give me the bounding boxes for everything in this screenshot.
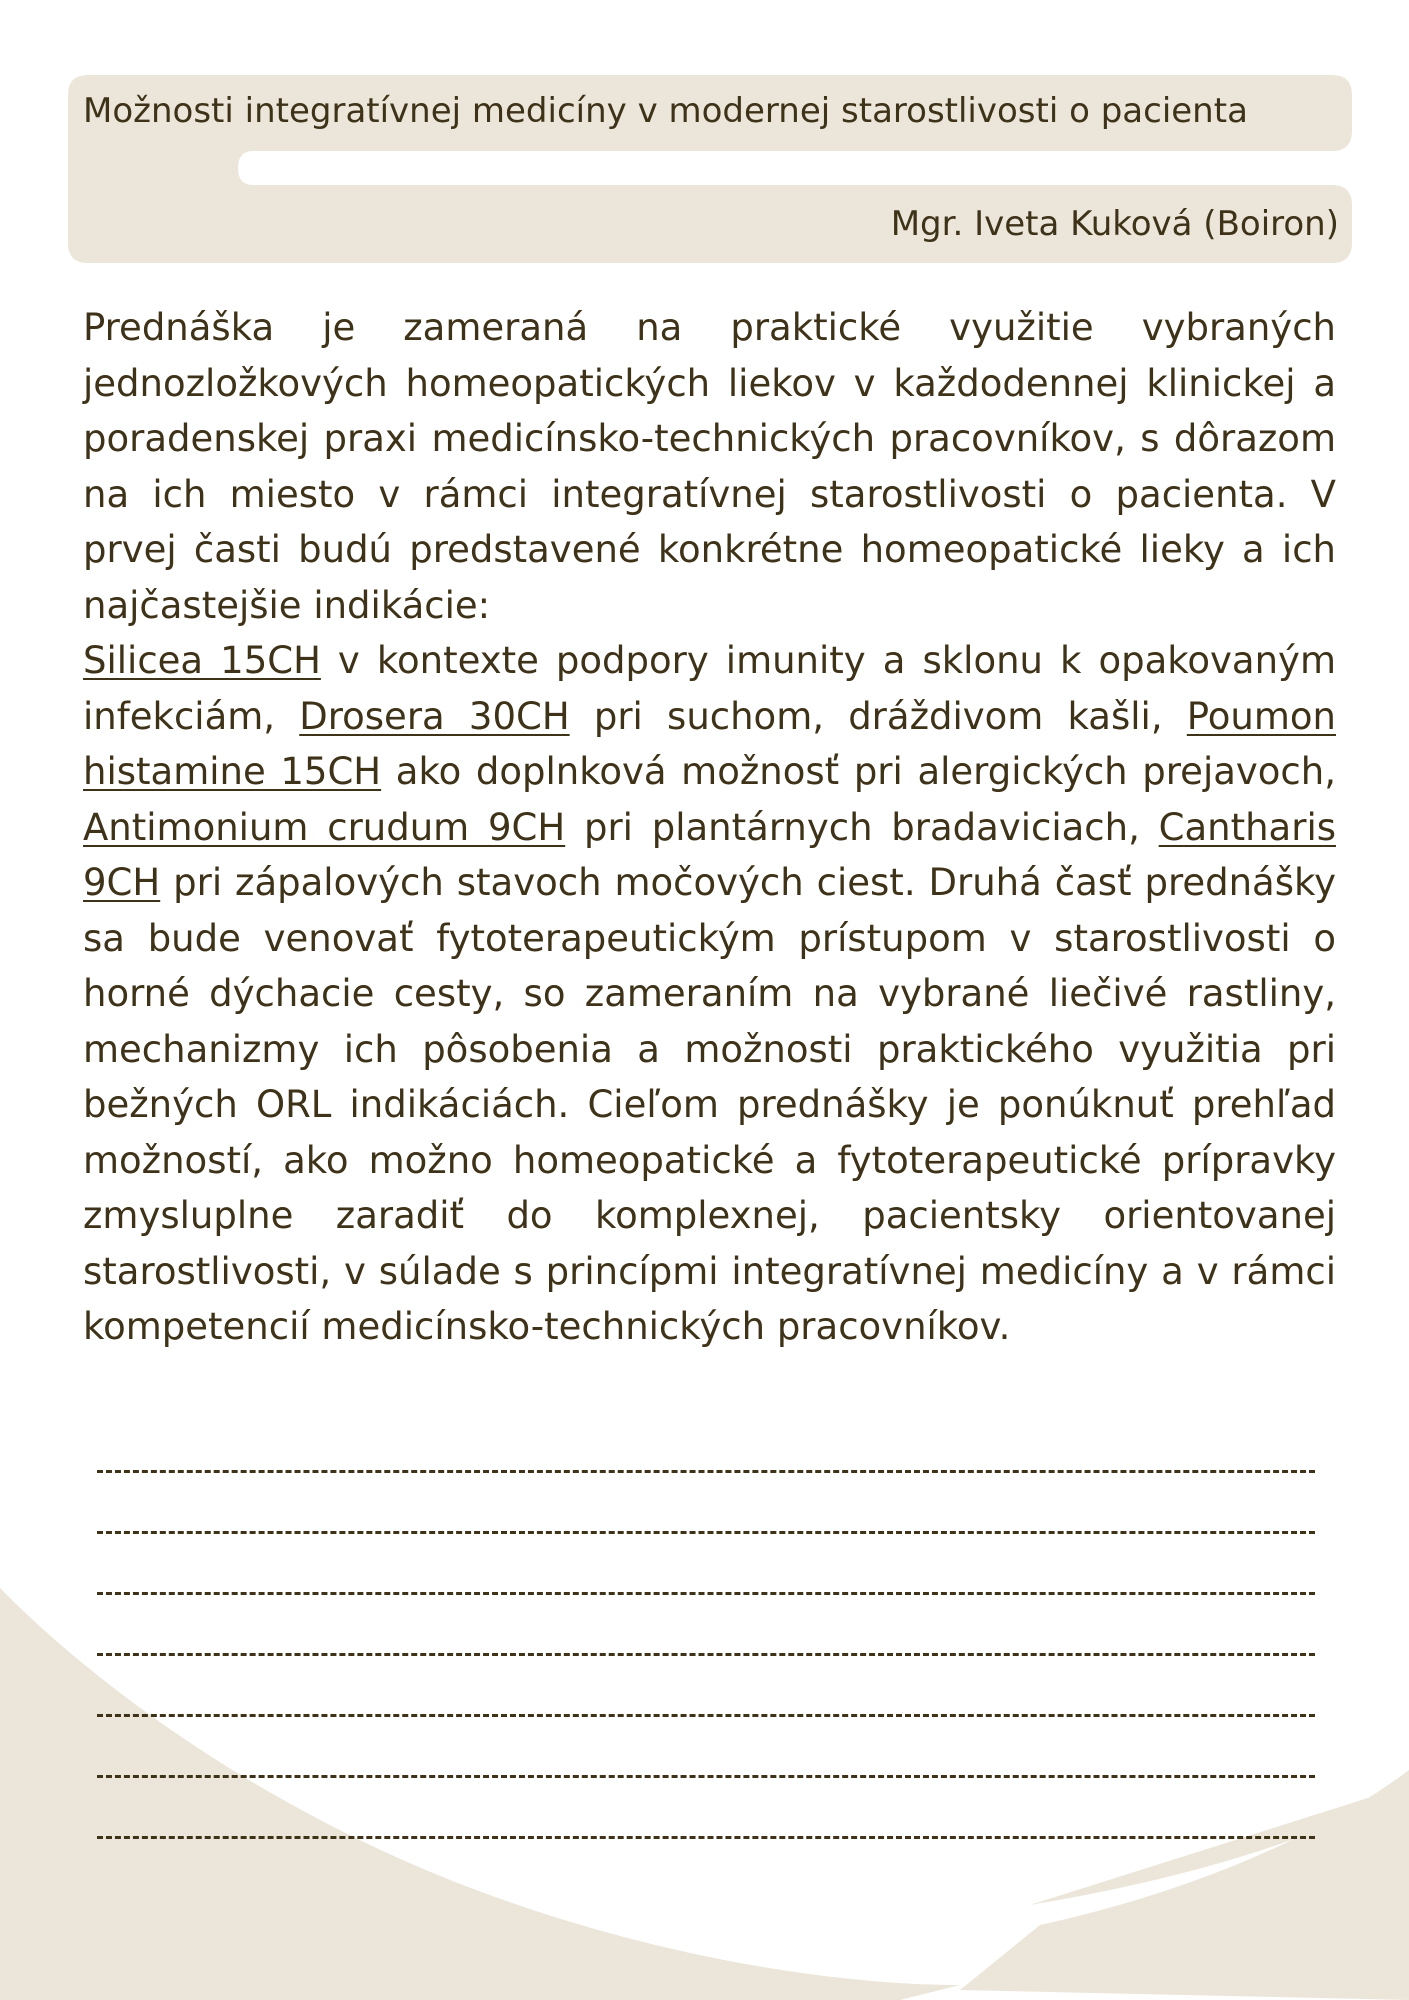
abstract-paragraph <box>83 300 1336 1355</box>
remedy-description: pri suchom, dráždivom kašli, <box>569 694 1187 738</box>
remedy-description: pri zápalových stavoch močových ciest. <box>160 861 929 904</box>
remedy-description: pri plantárnych bradaviciach, <box>565 805 1159 849</box>
note-line <box>97 1448 1315 1509</box>
note-line <box>97 1753 1315 1814</box>
remedy-name: Drosera 30CH <box>299 694 570 738</box>
notes-area <box>97 1448 1315 1875</box>
note-line <box>97 1509 1315 1570</box>
lecture-abstract <box>83 300 1336 1355</box>
remedy-name: Silicea 15CH <box>83 639 321 682</box>
note-line <box>97 1814 1315 1875</box>
note-line <box>97 1570 1315 1631</box>
abstract-conclusion: Druhá časť prednášky sa bude venovať fytoterapeutickým prístupom v starostlivosti o horné dýchacie cesty, so zameraním na vybrané liečivé rastliny, mechanizmy ich pôsobenia a možnosti praktického využitia pri bežných ORL indikáciách. Cieľom prednášky je ponúknuť prehľad možností, ako možno homeopatické a fytoterapeutické prípravky zmysluplne zaradiť do komplexnej, pacientsky orientovanej starostlivosti, v súlade s princípmi integratívnej medicíny a v rámci kompetencií medicínsko-technických pracovníkov. <box>83 861 1337 1348</box>
remedy-name: Poumon histamine 15CH <box>83 694 1337 793</box>
lecture-author: Mgr. Iveta Kuková (Boiron) <box>890 204 1339 244</box>
abstract-intro: Prednáška je zameraná na praktické využitie vybraných jednozložkových homeopatických liekov v každodennej klinickej a poradenskej praxi medicínsko-technických pracovníkov, s dôrazom na ich miesto v rámci integratívnej starostlivosti o pacienta. V prvej časti budú predstavené konkrétne homeopatické lieky a ich najčastejšie indikácie: <box>83 306 1336 627</box>
remedy-description: v kontexte podpory imunity a sklonu k opakovaným infekciám, <box>83 639 1336 738</box>
note-line <box>97 1631 1315 1692</box>
lecture-title: Možnosti integratívnej medicíny v modernej starostlivosti o pacienta <box>83 91 1248 131</box>
remedy-description: ako doplnková možnosť pri alergických prejavoch, <box>381 750 1336 793</box>
remedy-name: Cantharis 9CH <box>83 805 1336 904</box>
remedy-name: Antimonium crudum 9CH <box>83 805 566 849</box>
note-line <box>97 1692 1315 1753</box>
